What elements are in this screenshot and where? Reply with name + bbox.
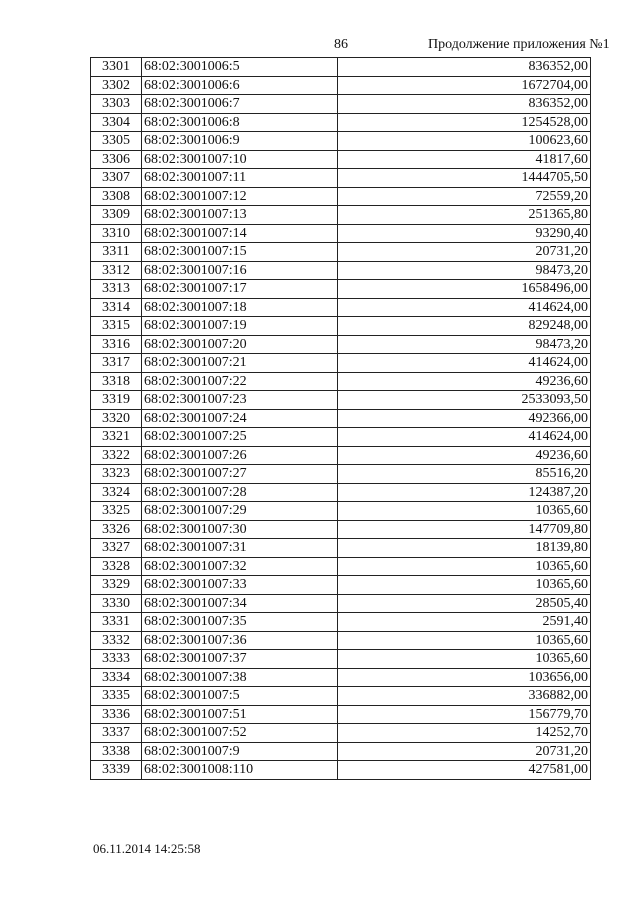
cadastral-value-cell: 2533093,50 bbox=[338, 391, 591, 410]
cadastral-value-cell: 10365,60 bbox=[338, 631, 591, 650]
table-row bbox=[91, 428, 591, 447]
cadastral-number-cell: 68:02:3001008:110 bbox=[142, 761, 338, 780]
print-timestamp: 06.11.2014 14:25:58 bbox=[93, 841, 201, 856]
cadastral-value-cell: 1444705,50 bbox=[338, 169, 591, 188]
row-number-cell: 3322 bbox=[91, 446, 142, 465]
row-number-cell: 3302 bbox=[91, 76, 142, 95]
cadastral-number-cell: 68:02:3001007:51 bbox=[142, 705, 338, 724]
cadastral-number-cell: 68:02:3001007:20 bbox=[142, 335, 338, 354]
row-number-cell: 3331 bbox=[91, 613, 142, 632]
cadastral-value-cell: 829248,00 bbox=[338, 317, 591, 336]
row-number-cell: 3329 bbox=[91, 576, 142, 595]
cadastral-number-cell: 68:02:3001007:38 bbox=[142, 668, 338, 687]
row-number-cell: 3317 bbox=[91, 354, 142, 373]
table-row bbox=[91, 335, 591, 354]
cadastral-number-cell: 68:02:3001007:15 bbox=[142, 243, 338, 262]
row-number-cell: 3307 bbox=[91, 169, 142, 188]
table-row bbox=[91, 150, 591, 169]
cadastral-number-cell: 68:02:3001007:32 bbox=[142, 557, 338, 576]
cadastral-number-cell: 68:02:3001007:9 bbox=[142, 742, 338, 761]
cadastral-value-cell: 836352,00 bbox=[338, 58, 591, 77]
table-row bbox=[91, 409, 591, 428]
table-row bbox=[91, 502, 591, 521]
cadastral-value-cell: 336882,00 bbox=[338, 687, 591, 706]
cadastral-value-cell: 28505,40 bbox=[338, 594, 591, 613]
table-row bbox=[91, 483, 591, 502]
cadastral-value-cell: 156779,70 bbox=[338, 705, 591, 724]
cadastral-value-cell: 147709,80 bbox=[338, 520, 591, 539]
table-body bbox=[91, 58, 591, 780]
cadastral-number-cell: 68:02:3001007:27 bbox=[142, 465, 338, 484]
table-row bbox=[91, 761, 591, 780]
table-row bbox=[91, 576, 591, 595]
table-row bbox=[91, 58, 591, 77]
cadastral-number-cell: 68:02:3001007:34 bbox=[142, 594, 338, 613]
table-row bbox=[91, 76, 591, 95]
cadastral-number-cell: 68:02:3001007:30 bbox=[142, 520, 338, 539]
cadastral-number-cell: 68:02:3001007:5 bbox=[142, 687, 338, 706]
cadastral-value-cell: 10365,60 bbox=[338, 557, 591, 576]
row-number-cell: 3327 bbox=[91, 539, 142, 558]
row-number-cell: 3316 bbox=[91, 335, 142, 354]
cadastral-value-cell: 1658496,00 bbox=[338, 280, 591, 299]
row-number-cell: 3315 bbox=[91, 317, 142, 336]
row-number-cell: 3306 bbox=[91, 150, 142, 169]
cadastral-number-cell: 68:02:3001006:5 bbox=[142, 58, 338, 77]
cadastral-value-cell: 98473,20 bbox=[338, 261, 591, 280]
cadastral-number-cell: 68:02:3001007:26 bbox=[142, 446, 338, 465]
table-row bbox=[91, 613, 591, 632]
row-number-cell: 3301 bbox=[91, 58, 142, 77]
table-row bbox=[91, 354, 591, 373]
table-row bbox=[91, 631, 591, 650]
cadastral-number-cell: 68:02:3001007:10 bbox=[142, 150, 338, 169]
row-number-cell: 3336 bbox=[91, 705, 142, 724]
cadastral-number-cell: 68:02:3001006:8 bbox=[142, 113, 338, 132]
table-row bbox=[91, 224, 591, 243]
cadastral-value-cell: 20731,20 bbox=[338, 742, 591, 761]
row-number-cell: 3326 bbox=[91, 520, 142, 539]
table-row bbox=[91, 206, 591, 225]
row-number-cell: 3320 bbox=[91, 409, 142, 428]
table-row bbox=[91, 557, 591, 576]
cadastral-number-cell: 68:02:3001007:52 bbox=[142, 724, 338, 743]
cadastral-number-cell: 68:02:3001007:16 bbox=[142, 261, 338, 280]
table-row bbox=[91, 650, 591, 669]
table-row bbox=[91, 113, 591, 132]
row-number-cell: 3338 bbox=[91, 742, 142, 761]
row-number-cell: 3337 bbox=[91, 724, 142, 743]
table-row bbox=[91, 705, 591, 724]
row-number-cell: 3312 bbox=[91, 261, 142, 280]
row-number-cell: 3311 bbox=[91, 243, 142, 262]
cadastral-number-cell: 68:02:3001006:6 bbox=[142, 76, 338, 95]
table-row bbox=[91, 95, 591, 114]
cadastral-number-cell: 68:02:3001007:18 bbox=[142, 298, 338, 317]
table-row bbox=[91, 520, 591, 539]
cadastral-value-cell: 10365,60 bbox=[338, 650, 591, 669]
row-number-cell: 3325 bbox=[91, 502, 142, 521]
row-number-cell: 3319 bbox=[91, 391, 142, 410]
table-row bbox=[91, 539, 591, 558]
cadastral-number-cell: 68:02:3001007:12 bbox=[142, 187, 338, 206]
cadastral-value-cell: 427581,00 bbox=[338, 761, 591, 780]
cadastral-value-cell: 492366,00 bbox=[338, 409, 591, 428]
table-row bbox=[91, 187, 591, 206]
table-row bbox=[91, 372, 591, 391]
cadastral-value-cell: 1254528,00 bbox=[338, 113, 591, 132]
table-row bbox=[91, 742, 591, 761]
table-row bbox=[91, 446, 591, 465]
row-number-cell: 3314 bbox=[91, 298, 142, 317]
row-number-cell: 3318 bbox=[91, 372, 142, 391]
row-number-cell: 3303 bbox=[91, 95, 142, 114]
cadastral-number-cell: 68:02:3001007:28 bbox=[142, 483, 338, 502]
cadastral-number-cell: 68:02:3001007:37 bbox=[142, 650, 338, 669]
cadastral-value-cell: 251365,80 bbox=[338, 206, 591, 225]
row-number-cell: 3324 bbox=[91, 483, 142, 502]
cadastral-number-cell: 68:02:3001006:7 bbox=[142, 95, 338, 114]
cadastral-value-table bbox=[90, 57, 591, 780]
row-number-cell: 3313 bbox=[91, 280, 142, 299]
table-row bbox=[91, 687, 591, 706]
cadastral-value-cell: 14252,70 bbox=[338, 724, 591, 743]
cadastral-value-cell: 10365,60 bbox=[338, 502, 591, 521]
row-number-cell: 3308 bbox=[91, 187, 142, 206]
cadastral-value-cell: 18139,80 bbox=[338, 539, 591, 558]
table-row bbox=[91, 724, 591, 743]
row-number-cell: 3339 bbox=[91, 761, 142, 780]
cadastral-value-cell: 414624,00 bbox=[338, 298, 591, 317]
cadastral-number-cell: 68:02:3001007:31 bbox=[142, 539, 338, 558]
cadastral-number-cell: 68:02:3001007:11 bbox=[142, 169, 338, 188]
row-number-cell: 3305 bbox=[91, 132, 142, 151]
row-number-cell: 3304 bbox=[91, 113, 142, 132]
cadastral-number-cell: 68:02:3001007:14 bbox=[142, 224, 338, 243]
row-number-cell: 3321 bbox=[91, 428, 142, 447]
cadastral-value-cell: 49236,60 bbox=[338, 372, 591, 391]
row-number-cell: 3323 bbox=[91, 465, 142, 484]
cadastral-value-cell: 41817,60 bbox=[338, 150, 591, 169]
appendix-title: Продолжение приложения №1 bbox=[428, 37, 610, 52]
cadastral-value-cell: 100623,60 bbox=[338, 132, 591, 151]
table-row bbox=[91, 317, 591, 336]
table-row bbox=[91, 391, 591, 410]
cadastral-number-cell: 68:02:3001007:29 bbox=[142, 502, 338, 521]
cadastral-value-cell: 20731,20 bbox=[338, 243, 591, 262]
cadastral-value-cell: 124387,20 bbox=[338, 483, 591, 502]
cadastral-number-cell: 68:02:3001007:22 bbox=[142, 372, 338, 391]
cadastral-value-cell: 85516,20 bbox=[338, 465, 591, 484]
row-number-cell: 3309 bbox=[91, 206, 142, 225]
table-row bbox=[91, 132, 591, 151]
cadastral-number-cell: 68:02:3001007:17 bbox=[142, 280, 338, 299]
table-row bbox=[91, 243, 591, 262]
table-row bbox=[91, 465, 591, 484]
cadastral-number-cell: 68:02:3001007:19 bbox=[142, 317, 338, 336]
row-number-cell: 3335 bbox=[91, 687, 142, 706]
cadastral-number-cell: 68:02:3001006:9 bbox=[142, 132, 338, 151]
cadastral-value-cell: 93290,40 bbox=[338, 224, 591, 243]
cadastral-number-cell: 68:02:3001007:23 bbox=[142, 391, 338, 410]
table-row bbox=[91, 169, 591, 188]
row-number-cell: 3332 bbox=[91, 631, 142, 650]
row-number-cell: 3333 bbox=[91, 650, 142, 669]
cadastral-value-cell: 72559,20 bbox=[338, 187, 591, 206]
page-number: 86 bbox=[334, 37, 348, 52]
cadastral-number-cell: 68:02:3001007:25 bbox=[142, 428, 338, 447]
table-row bbox=[91, 280, 591, 299]
table-row bbox=[91, 594, 591, 613]
cadastral-value-cell: 49236,60 bbox=[338, 446, 591, 465]
cadastral-number-cell: 68:02:3001007:24 bbox=[142, 409, 338, 428]
row-number-cell: 3330 bbox=[91, 594, 142, 613]
cadastral-number-cell: 68:02:3001007:36 bbox=[142, 631, 338, 650]
cadastral-value-cell: 98473,20 bbox=[338, 335, 591, 354]
cadastral-number-cell: 68:02:3001007:21 bbox=[142, 354, 338, 373]
row-number-cell: 3328 bbox=[91, 557, 142, 576]
cadastral-value-cell: 836352,00 bbox=[338, 95, 591, 114]
cadastral-number-cell: 68:02:3001007:13 bbox=[142, 206, 338, 225]
table-row bbox=[91, 668, 591, 687]
cadastral-number-cell: 68:02:3001007:35 bbox=[142, 613, 338, 632]
cadastral-value-cell: 2591,40 bbox=[338, 613, 591, 632]
table-row bbox=[91, 298, 591, 317]
cadastral-value-cell: 1672704,00 bbox=[338, 76, 591, 95]
cadastral-value-cell: 414624,00 bbox=[338, 354, 591, 373]
cadastral-value-cell: 10365,60 bbox=[338, 576, 591, 595]
cadastral-value-cell: 414624,00 bbox=[338, 428, 591, 447]
row-number-cell: 3310 bbox=[91, 224, 142, 243]
cadastral-number-cell: 68:02:3001007:33 bbox=[142, 576, 338, 595]
row-number-cell: 3334 bbox=[91, 668, 142, 687]
table-row bbox=[91, 261, 591, 280]
cadastral-value-cell: 103656,00 bbox=[338, 668, 591, 687]
